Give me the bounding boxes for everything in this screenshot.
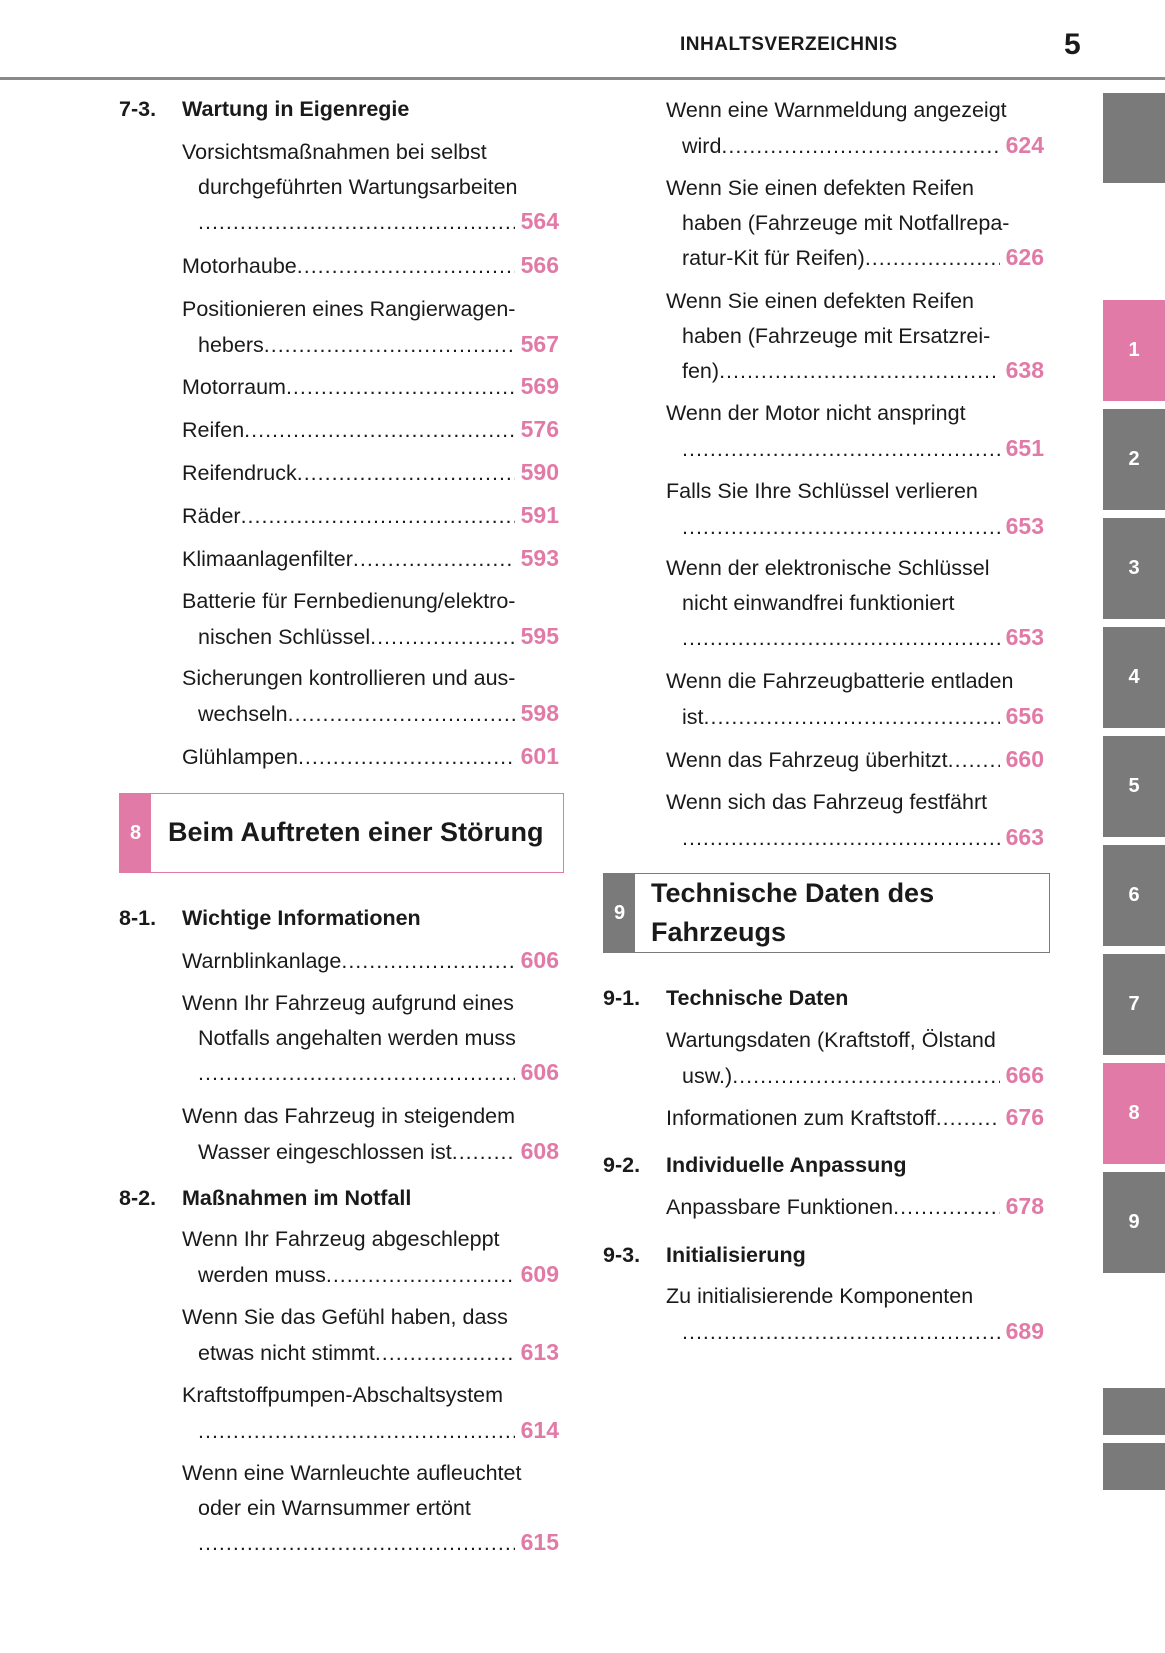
dot-leader	[198, 1414, 515, 1449]
entry-text-line: Reifen	[182, 418, 245, 442]
page-reference[interactable]: 653	[1005, 512, 1044, 539]
toc-entry[interactable]	[182, 1222, 559, 1292]
toc-entry[interactable]	[182, 541, 559, 577]
entry-page-line	[182, 943, 559, 979]
entry-page-line	[666, 699, 1044, 735]
page-reference[interactable]: 614	[520, 1416, 559, 1443]
page-reference[interactable]: 689	[1005, 1317, 1044, 1344]
page-reference[interactable]: 608	[520, 1137, 559, 1164]
entry-page-line	[666, 128, 1044, 164]
toc-entry[interactable]	[666, 1023, 1044, 1093]
entry-page-line	[182, 696, 559, 732]
page-reference[interactable]: 569	[520, 373, 559, 399]
entry-text-line: Wenn der Motor nicht anspringt	[666, 401, 966, 425]
entry-text-line: Reifendruck	[182, 461, 297, 485]
dot-leader	[682, 432, 1000, 467]
toc-entry[interactable]	[182, 248, 559, 284]
entry-text-line: Vorsichtsmaßnahmen bei selbst	[182, 140, 487, 164]
entry-text-line: haben (Fahrzeuge mit Ersatzrei-	[682, 323, 991, 348]
entry-text-line: etwas nicht stimmt	[198, 1340, 375, 1365]
entry-text-line: Wenn Sie das Gefühl haben, dass	[182, 1305, 508, 1329]
page-reference[interactable]: 601	[520, 743, 559, 769]
entry-page-line	[666, 1314, 1044, 1350]
page-reference[interactable]: 609	[520, 1260, 559, 1287]
side-tab-blank[interactable]	[1103, 93, 1165, 183]
header-rule	[0, 77, 1165, 80]
entry-text-line: werden muss	[198, 1262, 326, 1287]
toc-entry[interactable]	[666, 742, 1044, 778]
side-tab-blank[interactable]	[1103, 1443, 1165, 1490]
dot-leader	[452, 1135, 515, 1170]
entry-page-line	[182, 204, 559, 240]
side-tab-2[interactable]: 2	[1103, 409, 1165, 510]
dot-leader	[198, 1056, 515, 1091]
entry-text-line: Wenn die Fahrzeugbatterie entladen	[666, 669, 1014, 693]
toc-entry[interactable]	[666, 551, 1044, 656]
page-reference[interactable]: 595	[520, 622, 559, 649]
dot-leader	[682, 1315, 1000, 1350]
entry-page-line	[182, 369, 559, 405]
side-tab-1[interactable]: 1	[1103, 300, 1165, 401]
entry-text-line: Notfalls angehalten werden muss	[198, 1025, 516, 1050]
entry-page-line	[666, 431, 1044, 467]
page-reference[interactable]: 676	[1005, 1104, 1044, 1130]
toc-entry[interactable]	[666, 1189, 1044, 1225]
entry-page-line	[666, 1100, 1044, 1136]
toc-entry[interactable]	[666, 474, 1044, 544]
page-reference[interactable]: 590	[520, 459, 559, 485]
dot-leader	[244, 413, 514, 448]
entry-page-line	[182, 1055, 559, 1091]
section-heading: 7-3. Wartung in Eigenregie	[119, 97, 410, 121]
page-reference[interactable]: 566	[520, 252, 559, 278]
entry-text-line: Wenn Ihr Fahrzeug abgeschleppt	[182, 1227, 500, 1251]
entry-text-line: nicht einwandfrei funktioniert	[682, 590, 955, 615]
side-tab-3[interactable]: 3	[1103, 518, 1165, 619]
entry-page-line	[182, 1413, 559, 1449]
toc-entry[interactable]	[666, 171, 1044, 276]
entry-page-line	[182, 541, 559, 577]
toc-entry[interactable]	[182, 584, 559, 654]
toc-entry[interactable]	[182, 986, 559, 1091]
entry-page-line	[182, 1335, 559, 1371]
dot-leader	[353, 542, 515, 577]
entry-text-line: Wenn eine Warnmeldung angezeigt	[666, 98, 1007, 122]
dot-leader	[297, 249, 515, 284]
entry-page-line	[182, 248, 559, 284]
dot-leader	[682, 821, 1000, 856]
entry-text-line: Wenn das Fahrzeug in steigendem	[182, 1104, 516, 1128]
page-reference[interactable]: 651	[1005, 434, 1044, 461]
page-reference[interactable]: 598	[520, 699, 559, 726]
toc-entry[interactable]	[182, 1456, 559, 1561]
page-reference[interactable]: 615	[520, 1529, 559, 1555]
entry-page-line	[182, 1525, 559, 1561]
entry-text-line: Wenn Sie einen defekten Reifen	[666, 289, 974, 313]
entry-text-line: ist	[682, 704, 704, 729]
entry-text-line: wird	[682, 133, 722, 158]
toc-entry[interactable]	[666, 664, 1044, 734]
entry-text-line: fen)	[682, 359, 720, 383]
entry-page-line	[182, 1134, 559, 1170]
entry-text-line: Wenn Sie einen defekten Reifen	[666, 176, 974, 200]
entry-page-line	[666, 820, 1044, 856]
entry-page-line	[182, 739, 559, 775]
dot-leader	[936, 1101, 1000, 1136]
entry-text-line: wechseln	[198, 701, 288, 726]
dot-leader	[241, 499, 515, 534]
page-reference[interactable]: 656	[1005, 702, 1044, 729]
entry-text-line: Zu initialisierende Komponenten	[666, 1284, 974, 1308]
dot-leader	[865, 241, 1000, 276]
toc-entry[interactable]	[182, 1099, 559, 1169]
dot-leader	[297, 456, 515, 491]
toc-entry[interactable]	[182, 412, 559, 448]
entry-text-line: Wenn sich das Fahrzeug festfährt	[666, 790, 988, 814]
dot-leader	[298, 740, 515, 775]
toc-entry[interactable]	[182, 739, 559, 775]
dot-leader	[721, 129, 999, 164]
entry-page-line	[666, 509, 1044, 545]
page-reference[interactable]: 624	[1005, 131, 1044, 158]
entry-text-line: Klimaanlagenfilter	[182, 547, 353, 571]
page-reference[interactable]: 638	[1005, 357, 1044, 383]
toc-entry[interactable]	[182, 1378, 559, 1448]
toc-entry[interactable]	[666, 1279, 1044, 1349]
entry-text-line: Sicherungen kontrollieren und aus-	[182, 666, 516, 690]
section-heading: 8-1. Wichtige Informationen	[119, 906, 421, 930]
page-reference[interactable]: 576	[520, 416, 559, 442]
toc-entry[interactable]	[182, 1300, 559, 1370]
entry-text-line: durchgeführten Wartungsarbeiten	[198, 174, 518, 199]
dot-leader	[948, 743, 1000, 778]
entry-text-line: Warnblinkanlage	[182, 949, 342, 973]
toc-entry[interactable]	[182, 135, 559, 240]
entry-page-line	[182, 412, 559, 448]
dot-leader	[719, 354, 1000, 389]
entry-text-line: Wasser eingeschlossen ist	[198, 1139, 452, 1164]
dot-leader	[682, 621, 1000, 656]
dot-leader	[682, 510, 1000, 545]
chapter-9-banner	[603, 873, 1050, 953]
chapter-number: 9	[604, 874, 635, 952]
entry-text-line: oder ein Warnsummer ertönt	[198, 1495, 471, 1520]
entry-page-line	[182, 498, 559, 534]
toc-entry[interactable]	[666, 284, 1044, 389]
dot-leader	[264, 328, 515, 363]
toc-entry[interactable]	[182, 498, 559, 534]
toc-entry[interactable]	[666, 396, 1044, 466]
toc-entry[interactable]	[182, 943, 559, 979]
page-reference[interactable]: 626	[1005, 244, 1044, 270]
entry-page-line	[182, 619, 559, 655]
entry-text-line: Informationen zum Kraftstoff	[666, 1106, 936, 1130]
toc-entry[interactable]	[666, 785, 1044, 855]
page-number: 5	[1064, 28, 1081, 61]
entry-text-line: Kraftstoffpumpen-Abschaltsystem	[182, 1383, 504, 1407]
entry-page-line	[666, 742, 1044, 778]
section-heading: 9-3. Initialisierung	[603, 1243, 806, 1267]
chapter-title: Technische Daten des Fahrzeugs	[651, 878, 935, 947]
toc-entry[interactable]	[182, 661, 559, 731]
page-reference[interactable]: 606	[520, 947, 559, 973]
section-heading: 9-2. Individuelle Anpassung	[603, 1153, 907, 1177]
entry-text-line: ratur-Kit für Reifen)	[682, 246, 865, 270]
page-reference[interactable]: 666	[1005, 1061, 1044, 1088]
side-tab-5[interactable]: 5	[1103, 736, 1165, 837]
page-reference[interactable]: 678	[1005, 1193, 1044, 1219]
toc-entry[interactable]	[182, 455, 559, 491]
toc-entry[interactable]	[182, 292, 559, 362]
entry-page-line	[182, 455, 559, 491]
section-heading: 9-1. Technische Daten	[603, 986, 849, 1010]
dot-leader	[341, 944, 514, 979]
dot-leader	[704, 700, 1000, 735]
page-reference[interactable]: 567	[520, 330, 559, 357]
side-tab-8[interactable]: 8	[1103, 1063, 1165, 1164]
dot-leader	[375, 1336, 515, 1371]
dot-leader	[198, 205, 515, 240]
dot-leader	[893, 1190, 1000, 1225]
entry-page-line	[182, 1257, 559, 1293]
entry-text-line: Motorraum	[182, 375, 286, 399]
page-reference[interactable]: 606	[520, 1059, 559, 1085]
entry-page-line	[666, 1058, 1044, 1094]
dot-leader	[732, 1059, 999, 1094]
entry-text-line: Batterie für Fernbedienung/elektro-	[182, 589, 516, 613]
chapter-title: Beim Auftreten einer Störung	[168, 817, 544, 847]
entry-page-line	[666, 240, 1044, 276]
entry-text-line: Falls Sie Ihre Schlüssel verlieren	[666, 479, 978, 503]
entry-text-line: Anpassbare Funktionen	[666, 1195, 894, 1219]
dot-leader	[370, 620, 515, 655]
page-reference[interactable]: 653	[1005, 624, 1044, 650]
page-reference[interactable]: 613	[520, 1338, 559, 1365]
chapter-8-banner	[119, 793, 564, 873]
dot-leader	[286, 370, 515, 405]
side-tab-6[interactable]: 6	[1103, 845, 1165, 946]
page-reference[interactable]: 663	[1005, 823, 1044, 850]
entry-text-line: Glühlampen	[182, 745, 298, 769]
entry-text-line: Wenn das Fahrzeug überhitzt	[666, 748, 948, 772]
entry-page-line	[666, 353, 1044, 389]
section-heading: 8-2. Maßnahmen im Notfall	[119, 1186, 412, 1210]
page-reference[interactable]: 591	[520, 502, 559, 528]
page-reference[interactable]: 593	[520, 545, 559, 571]
toc-entry[interactable]	[182, 369, 559, 405]
entry-text-line: haben (Fahrzeuge mit Notfallrepa-	[682, 210, 1010, 235]
entry-text-line: nischen Schlüssel	[198, 624, 371, 649]
entry-text-line: usw.)	[682, 1063, 733, 1088]
entry-text-line: Positionieren eines Rangierwagen-	[182, 297, 516, 321]
entry-text-line: hebers	[198, 332, 264, 357]
entry-text-line: Räder	[182, 504, 241, 528]
entry-text-line: Wenn eine Warnleuchte aufleuchtet	[182, 1461, 522, 1485]
side-tab-4[interactable]: 4	[1103, 627, 1165, 728]
entry-text-line: Wartungsdaten (Kraftstoff, Ölstand	[666, 1028, 996, 1052]
dot-leader	[198, 1526, 515, 1561]
toc-entry[interactable]	[666, 93, 1044, 163]
dot-leader	[288, 697, 515, 732]
entry-page-line	[666, 620, 1044, 656]
chapter-number: 8	[120, 794, 151, 872]
entry-text-line: Wenn Ihr Fahrzeug aufgrund eines	[182, 991, 514, 1015]
entry-text-line: Wenn der elektronische Schlüssel	[666, 556, 990, 580]
side-tab-blank[interactable]	[1103, 1388, 1165, 1435]
entry-text-line: Motorhaube	[182, 254, 297, 278]
side-tab-9[interactable]: 9	[1103, 1172, 1165, 1273]
toc-entry[interactable]	[666, 1100, 1044, 1136]
dot-leader	[326, 1258, 515, 1293]
header-title: INHALTSVERZEICHNIS	[680, 34, 898, 55]
entry-page-line	[182, 327, 559, 363]
side-tab-7[interactable]: 7	[1103, 954, 1165, 1055]
page-reference[interactable]: 660	[1005, 746, 1044, 772]
page-reference[interactable]: 564	[520, 208, 559, 234]
entry-page-line	[666, 1189, 1044, 1225]
